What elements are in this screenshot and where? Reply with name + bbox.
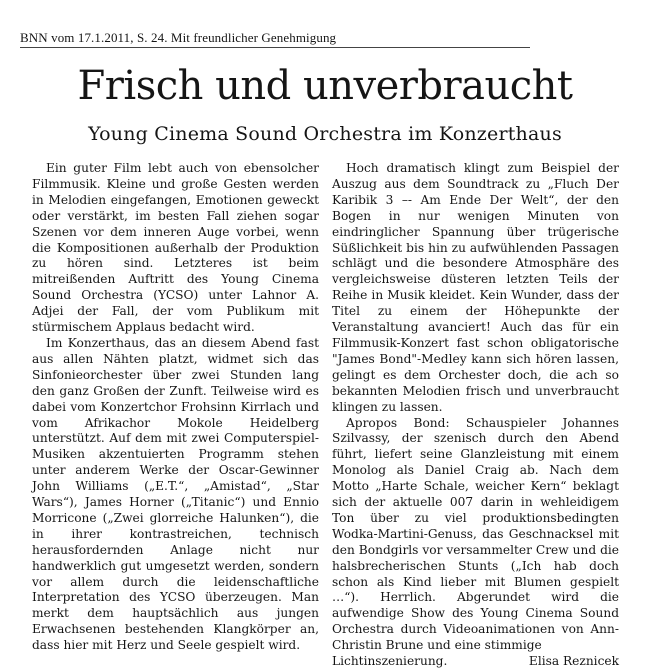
- divider: [20, 47, 530, 48]
- paragraph-last-line: Lichtinszenierung.: [332, 654, 448, 669]
- source-credit: BNN vom 17.1.2011, S. 24. Mit freundlicher Genehmigung: [20, 30, 337, 45]
- paragraph: Ein guter Film lebt auch von ebensolcher Filmmusik. Kleine und große Gesten werden in Melodien eingefangen, Emotionen geweckt oder verstärkt, im besten Fall ziehen sogar Szenen vor dem inneren Auge vorbei, wenn die Kompositionen außerhalb der Produktion zu hören sind. Letzteres ist beim mitreißenden Auftritt des Young Cinema Sound Orchestra (YCSO) unter Lahnor A. Adjei der Fall, der vom Publikum mit stürmischem Applaus bedacht wird.: [32, 161, 319, 335]
- paragraph: [332, 416, 619, 655]
- author-byline: Elisa Reznicek: [528, 654, 619, 669]
- byline-line: [332, 654, 619, 670]
- article-column-right: [332, 161, 619, 670]
- article-column-left: [32, 161, 319, 654]
- subheadline: Young Cinema Sound Orchestra im Konzerthaus: [88, 123, 562, 145]
- paragraph: Im Konzerthaus, das an diesem Abend fast aus allen Nähten platzt, widmet sich das Sinfonieorchester über zwei Stunden lang den ganz Großen der Zunft. Teilweise wird es dabei vom Konzertchor Frohsinn Kirrlach und vom Afrikachor Mokole Heidelberg unterstützt. Auf dem mit zwei Computerspiel-Musiken akzentuierten Programm stehen unter anderem Werke der Oscar-Gewinner John Williams („E.T.“, „Amistad“, „Star Wars“), James Horner („Titanic“) und Ennio Morricone („Zwei glorreiche Halunken“), die in ihrer kontrastreichen, technisch herausfordernden Anlage nicht nur handwerklich gut umgesetzt werden, sondern vor allem durch die leidenschaftliche Interpretation des YCSO überzeugen. Man merkt dem hauptsächlich aus jungen Erwachsenen bestehenden Klangkörper an, dass hier mit Herz und Seele gespielt wird.: [32, 335, 319, 653]
- headline: Frisch und unverbraucht: [77, 63, 573, 109]
- paragraph: Hoch dramatisch klingt zum Beispiel der Auszug aus dem Soundtrack zu „Fluch Der Karibik 3 –- Am Ende Der Welt“, der den Bogen in nur wenigen Minuten von eindringlicher Spannung über trügerische Süßlichkeit bis hin zu aufwühlenden Passagen schlägt und die besondere Atmosphäre des vergleichsweise düsteren letzten Teils der Reihe in Musik kleidet. Kein Wunder, dass der Titel zu einem der Höhepunkte der Veranstaltung avanciert! Auch das für ein Filmmusik-Konzert fast schon obligatorische "James Bond"-Medley kann sich hören lassen, gelingt es dem Orchester doch, die ach so bekannten Melodien frisch und unverbraucht klingen zu lassen.: [332, 161, 619, 414]
- paragraph-text: Apropos Bond: Schauspieler Johannes Szilvassy, der szenisch durch den Abend führt, liefert seine Glanzleistung mit einem Monolog als Daniel Craig ab. Nach dem Motto „Harte Schale, weicher Kern“ beklagt sich der aktuelle 007 darin in wehleidigem Ton über zu viel produktionsbedingten Wodka-Martini-Genuss, das Geschnacksel mit den Bondgirls vor versammelter Crew und die halsbrecherischen Stunts („Ich hab doch schon als Kind lieber mit Blumen gespielt …“). Herrlich. Abgerundet wird die aufwendige Show des Young Cinema Sound Orchestra durch Videoanimationen von Ann-Christin Brune und eine stimmige: [332, 415, 619, 653]
